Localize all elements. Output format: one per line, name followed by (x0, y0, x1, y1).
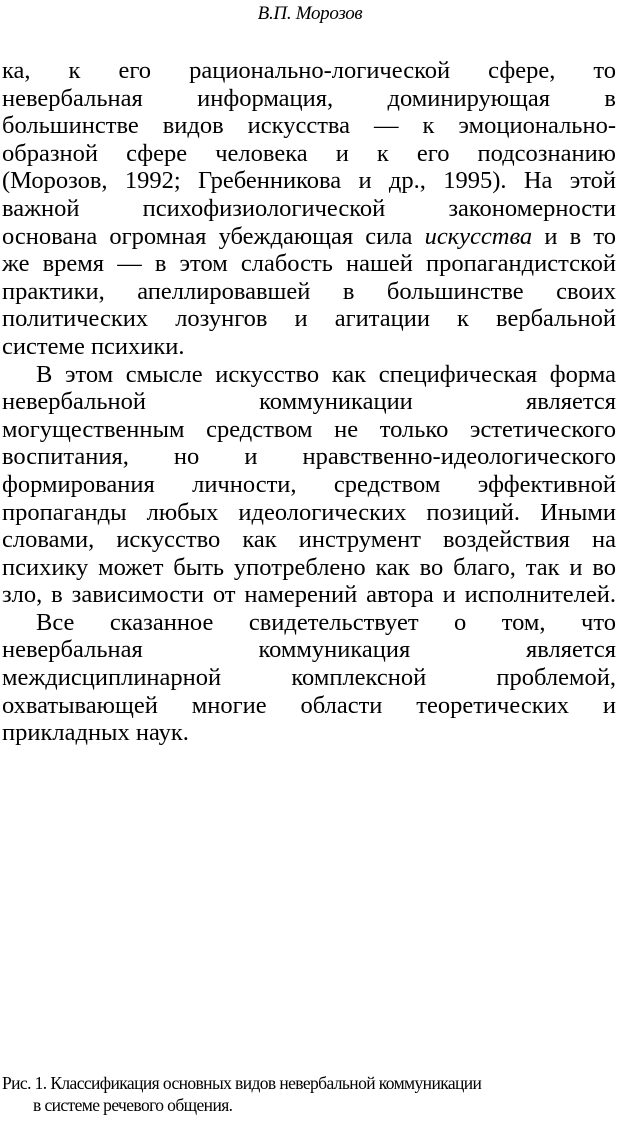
text-line: междисциплинарной комплексной проблемой, (2, 664, 616, 692)
text-line: невербальная информация, доминирующая в (2, 84, 616, 112)
text-line: ка, к его рационально-логической сфере, то (2, 57, 616, 84)
text-line: пропаганды любых идеологических позиций. Иными (2, 498, 616, 526)
text-line: практики, апеллировавшей в большинстве своих (2, 277, 616, 305)
text-line: психику может быть употреблено как во благо, так и во (2, 553, 616, 581)
text-line: системе психики. (2, 332, 185, 360)
figure-caption (2, 1072, 618, 1116)
text-line: зло, в зависимости от намерений автора и исполнителей. (2, 581, 616, 609)
text-line: невербальная коммуникация является (2, 636, 616, 664)
paragraph-3 (2, 609, 616, 747)
paragraph-2 (2, 361, 616, 609)
text-line: образной сфере человека и к его подсознанию (2, 139, 616, 167)
text-fragment: основана огромная убеждающая сила (2, 222, 425, 250)
text-line: охватывающей многие области теоретических и (2, 691, 616, 719)
text-line: же время — в этом слабость нашей пропагандистской (2, 250, 616, 278)
text-line: словами, искусство как инструмент воздействия на (2, 526, 616, 554)
paragraph-1 (2, 57, 616, 361)
text-line: формирования личности, средством эффективной (2, 470, 616, 498)
text-line: В этом смысле искусство как специфическая форма (36, 360, 616, 388)
text-fragment: и в то (532, 222, 616, 250)
text-line: воспитания, но и нравственно-идеологического (2, 443, 616, 471)
text-line: невербальной коммуникации является (2, 388, 616, 416)
running-head: В.П. Морозов (257, 3, 363, 24)
text-line: прикладных наук. (2, 719, 189, 747)
text-line: (Морозов, 1992; Гребенникова и др., 1995). На этой (2, 167, 616, 195)
text-line-with-emphasis (2, 223, 616, 251)
text-line: Все сказанное свидетельствует о том, что (36, 608, 616, 636)
text-line: важной психофизиологической закономерности (2, 194, 616, 222)
text-line: политических лозунгов и агитации к вербальной (2, 305, 616, 333)
text-line: большинстве видов искусства — к эмоционально- (2, 112, 616, 140)
text-line: могущественным средством не только эстетического (2, 415, 616, 443)
caption-line: Рис. 1. Классификация основных видов невербальной коммуникации (2, 1073, 482, 1093)
caption-line: в системе речевого общения. (33, 1095, 233, 1115)
body-text (2, 57, 616, 747)
emphasized-word: искусства (424, 222, 533, 250)
